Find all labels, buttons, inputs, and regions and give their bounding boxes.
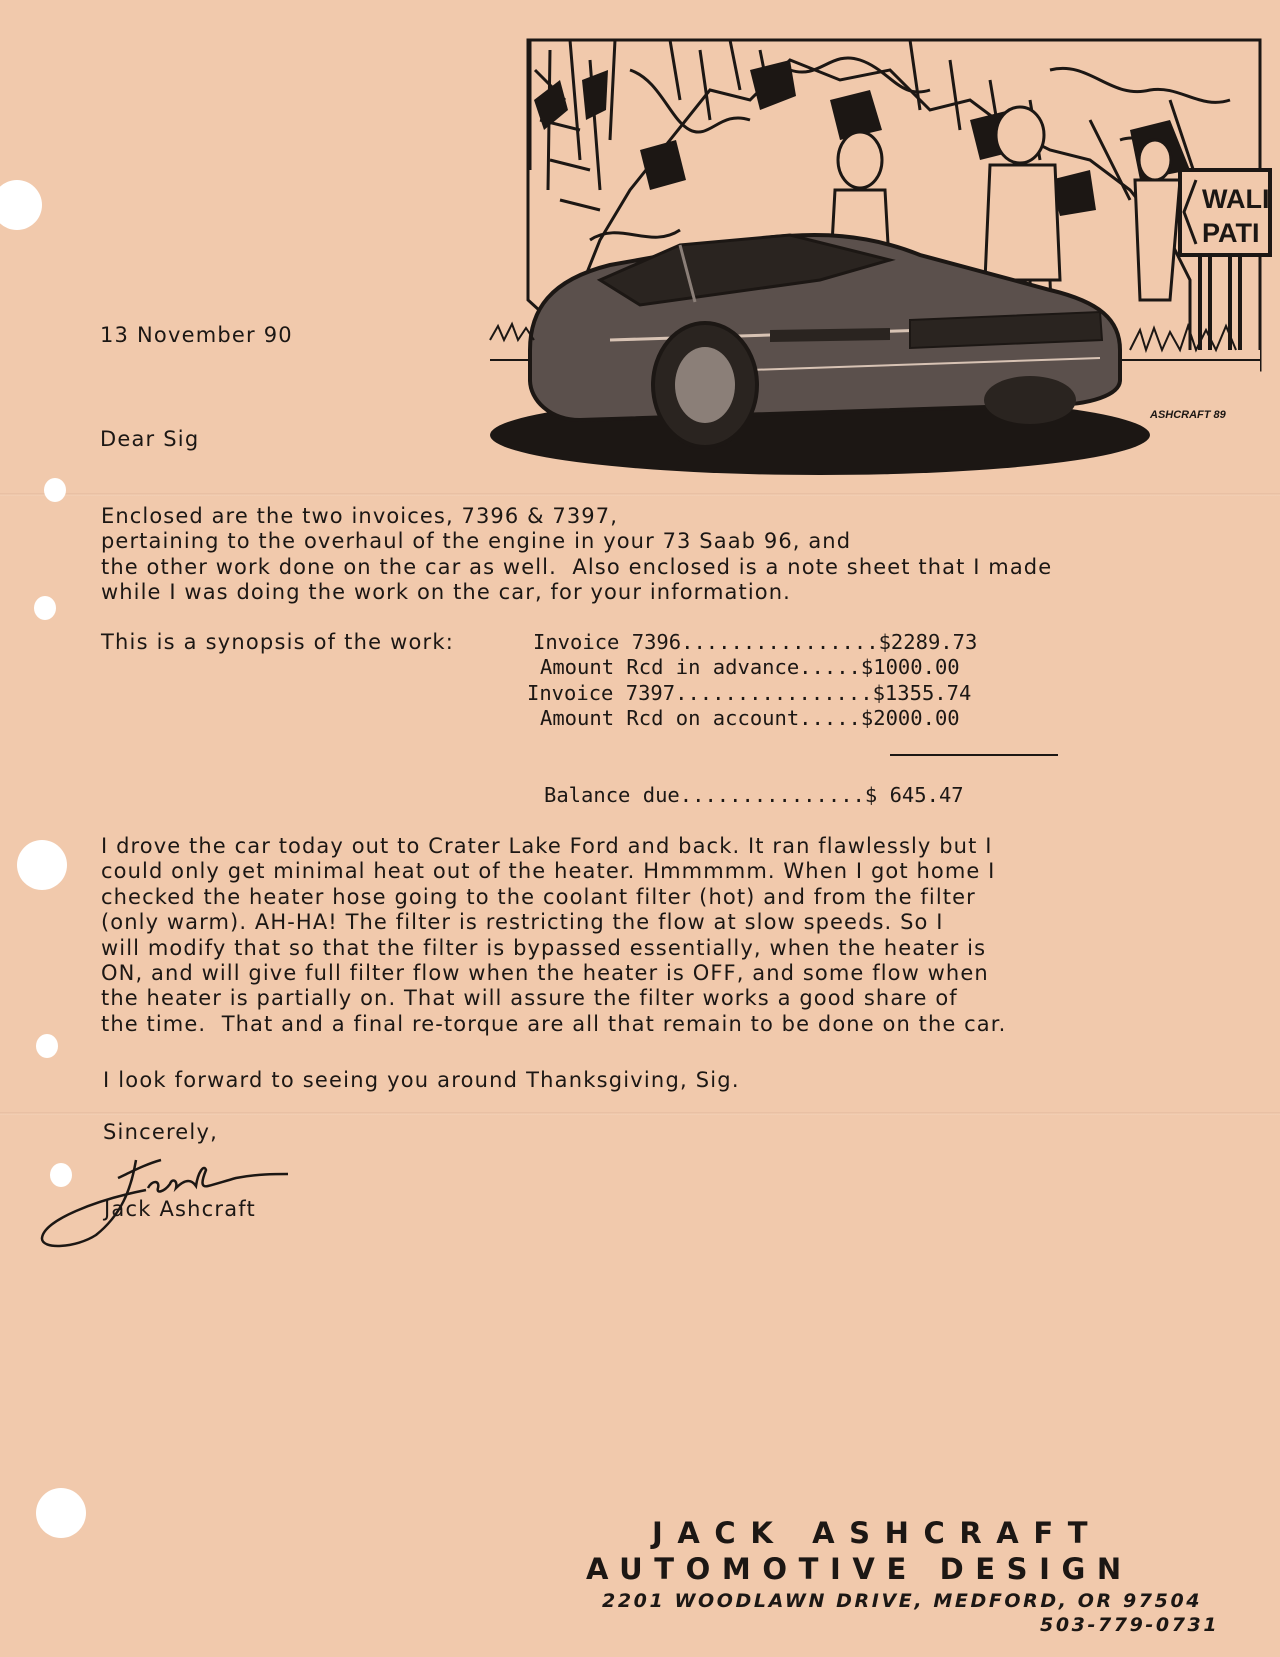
paragraph-line: could only get minimal heat out of the heater. Hmmmmm. When I got home I xyxy=(101,859,996,884)
total-rule xyxy=(890,754,1058,756)
signature-name: Jack Ashcraft xyxy=(104,1197,256,1221)
paragraph-line: the time. That and a final re-torque are all that remain to be done on the car. xyxy=(101,1011,1007,1036)
paragraph-line: (only warm). AH-HA! The filter is restricting the flow at slow speeds. So I xyxy=(101,910,944,935)
sign-line-2: PATI xyxy=(1202,218,1260,248)
synopsis-invoice-7396: Invoice 7396................$2289.73 xyxy=(533,630,978,654)
salutation: Dear Sig xyxy=(100,427,200,451)
punch-hole-small-1 xyxy=(44,478,66,502)
balance-due: Balance due...............$ 645.47 xyxy=(544,783,964,807)
company-phone: 503-779-0731 xyxy=(1040,1614,1220,1636)
letter-date: 13 November 90 xyxy=(100,323,293,347)
punch-hole-middle xyxy=(17,840,67,890)
paragraph-test-drive xyxy=(101,834,1006,1037)
paragraph-line: I drove the car today out to Crater Lake Ford and back. It ran flawlessly but I xyxy=(101,834,993,858)
paragraph-line: while I was doing the work on the car, for your information. xyxy=(101,580,791,605)
paragraph-line: will modify that so that the filter is bypassed essentially, when the heater is xyxy=(101,935,987,960)
paragraph-line: checked the heater hose going to the coolant filter (hot) and from the filter xyxy=(101,884,976,909)
closing: Sincerely, xyxy=(103,1120,218,1144)
synopsis-advance: Amount Rcd in advance.....$1000.00 xyxy=(540,655,960,679)
paragraph-line: ON, and will give full filter flow when the heater is OFF, and some flow when xyxy=(101,961,989,986)
punch-hole-small-2 xyxy=(34,596,56,620)
synopsis-invoice-7397: Invoice 7397................$1355.74 xyxy=(527,681,972,705)
paper-fold-top xyxy=(0,493,1280,496)
punch-hole-top xyxy=(0,180,42,230)
sign-line-1: WALI xyxy=(1202,184,1270,214)
artist-signature: ASHCRAFT 89 xyxy=(1150,409,1226,421)
synopsis-intro: This is a synopsis of the work: xyxy=(101,630,454,654)
paragraph-thanksgiving: I look forward to seeing you around Thanksgiving, Sig. xyxy=(103,1068,740,1092)
company-name: JACK ASHCRAFT xyxy=(652,1516,1103,1550)
punch-hole-small-3 xyxy=(36,1034,58,1058)
paragraph-line: pertaining to the overhaul of the engine in your 73 Saab 96, and xyxy=(101,529,852,554)
paragraph-line: the other work done on the car as well. Also enclosed is a note sheet that I made xyxy=(101,554,1053,579)
paragraph-line: Enclosed are the two invoices, 7396 & 7397, xyxy=(101,504,618,528)
paragraph-line: the heater is partially on. That will assure the filter works a good share of xyxy=(101,986,958,1011)
paper-fold-bottom xyxy=(0,1112,1280,1115)
synopsis-on-account: Amount Rcd on account.....$2000.00 xyxy=(540,706,960,730)
company-address: 2201 WOODLAWN DRIVE, MEDFORD, OR 97504 xyxy=(602,1590,1203,1612)
paragraph-invoices xyxy=(101,504,1052,606)
punch-hole-bottom xyxy=(36,1488,86,1538)
company-division: AUTOMOTIVE DESIGN xyxy=(586,1552,1133,1586)
car-illustration xyxy=(490,40,1270,485)
